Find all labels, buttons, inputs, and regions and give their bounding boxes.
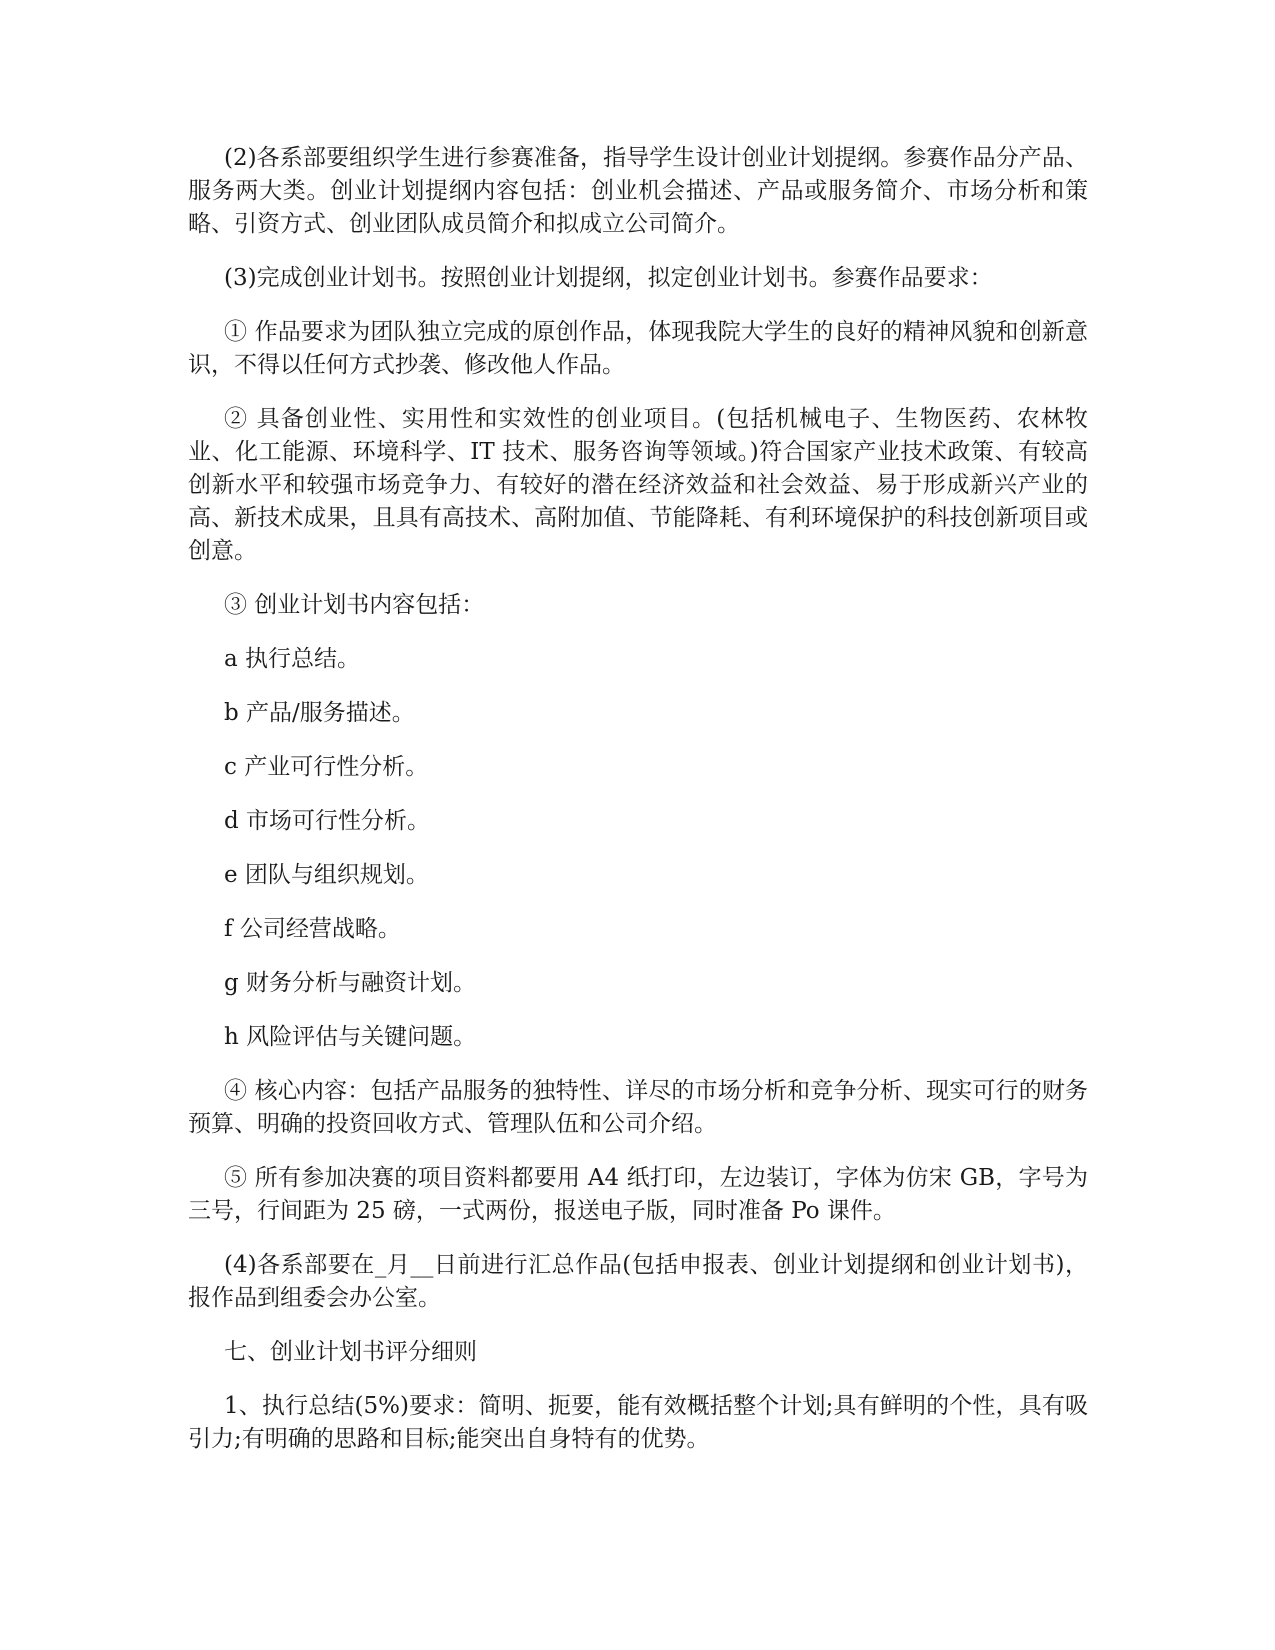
list-item-e: e 团队与组织规划。 xyxy=(224,862,429,888)
requirement-1: ① 作品要求为团队独立完成的原创作品，体现我院大学生的良好的精神风貌和创新意识，不得以任何方式抄袭、修改他人作品。 xyxy=(188,319,1088,378)
paragraph-4: (4)各系部要在_月__日前进行汇总作品(包括申报表、创业计划提纲和创业计划书)，报作品到组委会办公室。 xyxy=(188,1252,1088,1311)
requirement-3: ③ 创业计划书内容包括： xyxy=(224,592,485,618)
document-body xyxy=(188,142,1088,1477)
list-item-c: c 产业可行性分析。 xyxy=(224,754,429,780)
section-heading: 七、创业计划书评分细则 xyxy=(224,1339,477,1365)
paragraph-3: (3)完成创业计划书。按照创业计划提纲，拟定创业计划书。参赛作品要求： xyxy=(224,265,993,291)
requirement-2: ② 具备创业性、实用性和实效性的创业项目。(包括机械电子、生物医药、农林牧业、化工能源、环境科学、IT 技术、服务咨询等领域。)符合国家产业技术政策、有较高创新水平和较强市场竞争力、有较好的潜在经济效益和社会效益、易于形成新兴产业的高、新技术成果，且具有高技术、高附加值、节能降耗、有利环境保护的科技创新项目或创意。 xyxy=(188,406,1088,564)
list-item-b: b 产品/服务描述。 xyxy=(224,700,415,726)
scoring-item-1: 1、执行总结(5%)要求：简明、扼要，能有效概括整个计划;具有鲜明的个性，具有吸引力;有明确的思路和目标;能突出自身特有的优势。 xyxy=(188,1393,1088,1452)
list-item-g: g 财务分析与融资计划。 xyxy=(224,970,477,996)
list-item-f: f 公司经营战略。 xyxy=(224,916,401,942)
paragraph-2: (2)各系部要组织学生进行参赛准备，指导学生设计创业计划提纲。参赛作品分产品、服务两大类。创业计划提纲内容包括：创业机会描述、产品或服务简介、市场分析和策略、引资方式、创业团队成员简介和拟成立公司简介。 xyxy=(188,145,1088,237)
list-item-d: d 市场可行性分析。 xyxy=(224,808,431,834)
list-item-a: a 执行总结。 xyxy=(224,646,361,672)
requirement-4: ④ 核心内容：包括产品服务的独特性、详尽的市场分析和竞争分析、现实可行的财务预算、明确的投资回收方式、管理队伍和公司介绍。 xyxy=(188,1078,1088,1137)
list-item-h: h 风险评估与关键问题。 xyxy=(224,1024,477,1050)
requirement-5: ⑤ 所有参加决赛的项目资料都要用 A4 纸打印，左边装订，字体为仿宋 GB，字号为三号，行间距为 25 磅，一式两份，报送电子版，同时准备 Po 课件。 xyxy=(188,1165,1088,1224)
